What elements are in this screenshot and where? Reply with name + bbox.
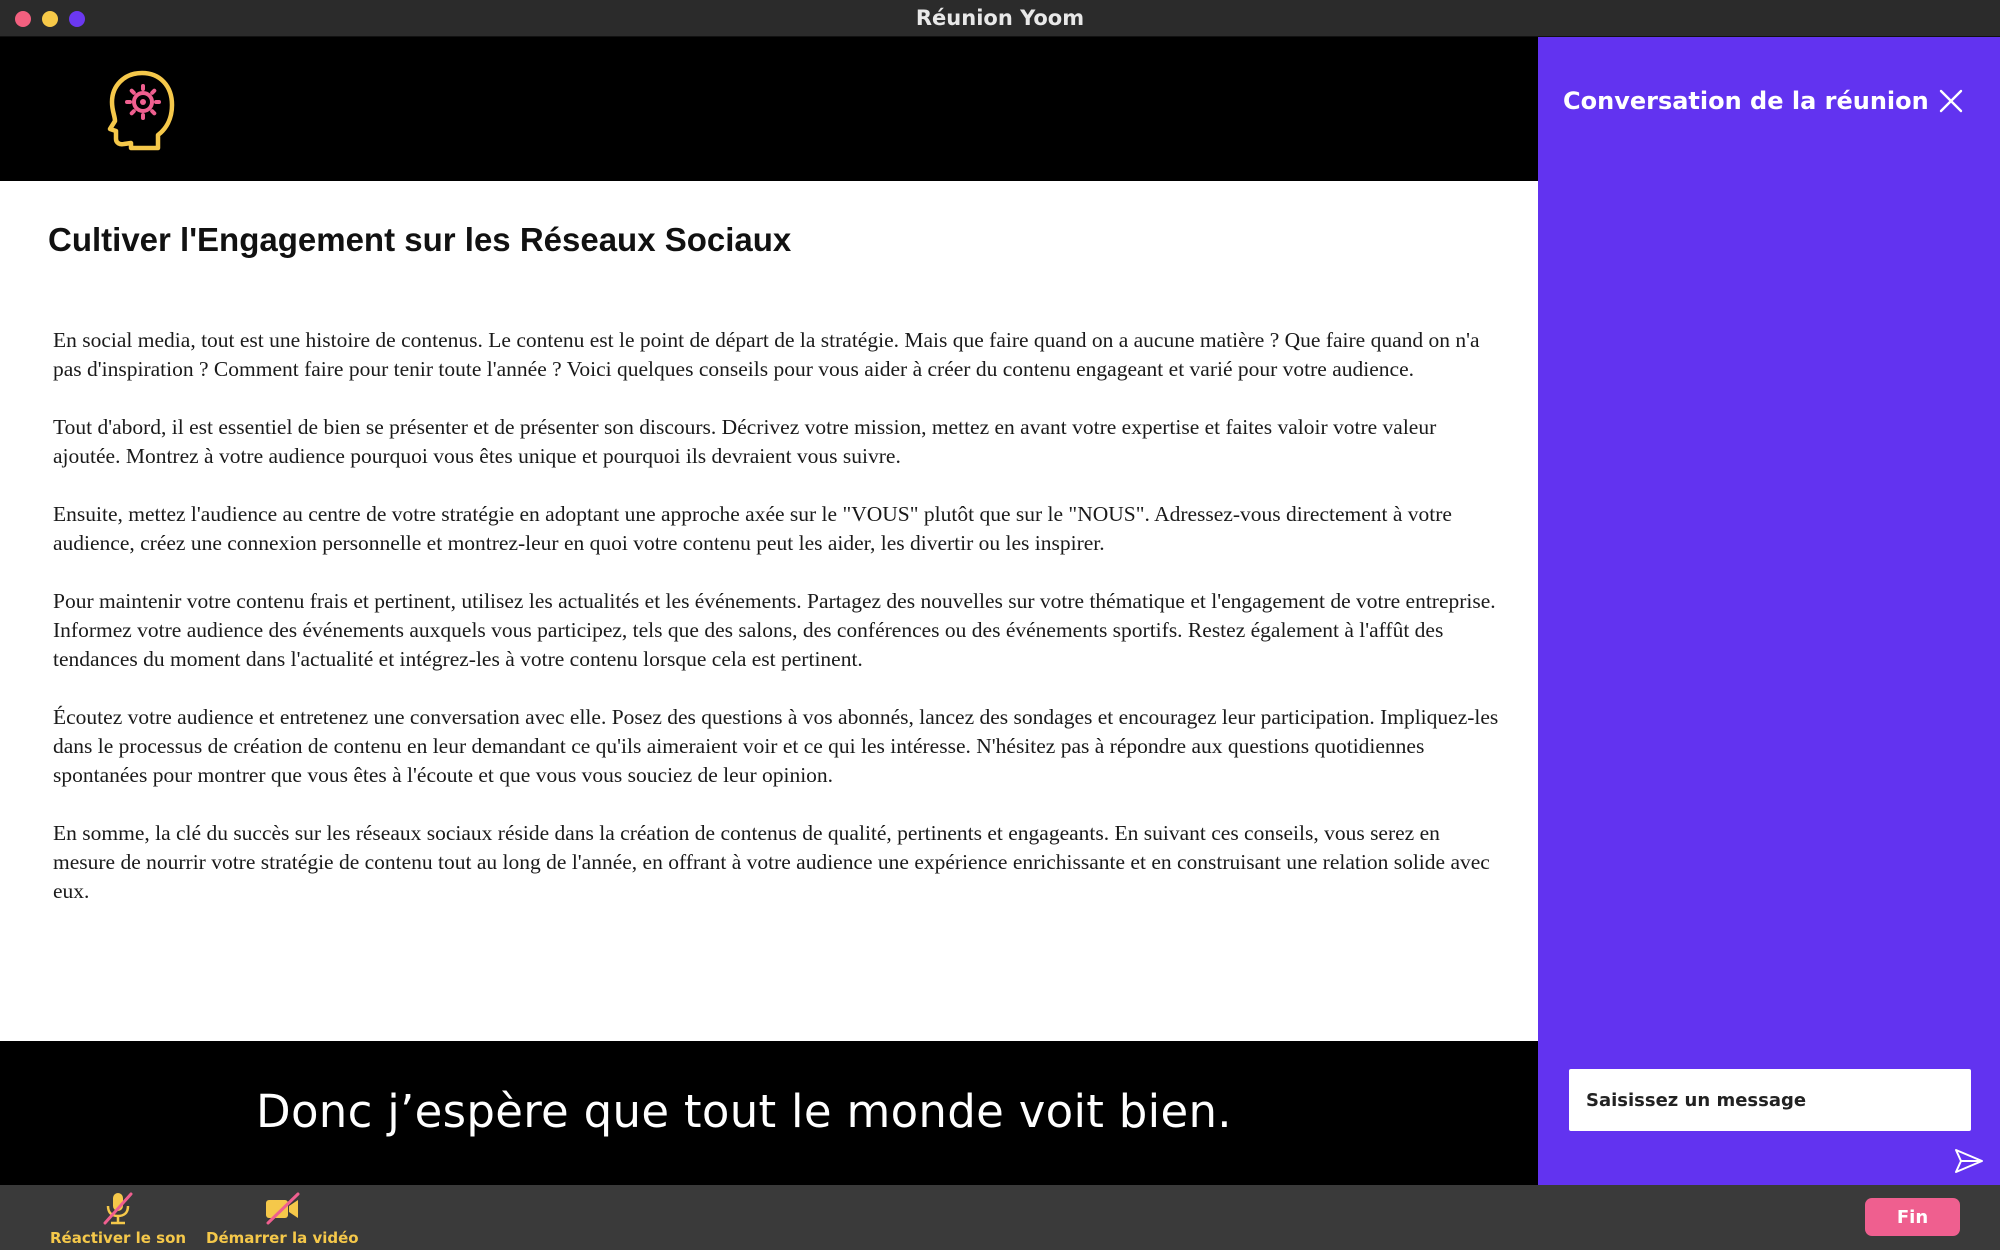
document-paragraph: Tout d'abord, il est essentiel de bien se présenter et de présenter son discours. Décrivez votre mission, mettez en avant votre expertise et faites valoir votre valeur ajoutée. Montrez à votre audience pourquoi vous êtes unique et pourquoi ils devraient vous suivre. bbox=[53, 415, 1437, 468]
start-video-label: Démarrer la vidéo bbox=[206, 1229, 359, 1247]
title-bar bbox=[0, 0, 2000, 37]
close-icon[interactable] bbox=[1938, 88, 1964, 114]
document-paragraph: Pour maintenir votre contenu frais et pertinent, utilisez les actualités et les événements. Partagez des nouvelles sur votre thématique et l'engagement de votre entreprise. Informez votre audience des événements auxquels vous participez, tels que des salons, des conférences ou des événements sportifs. Restez également à l'affût des tendances du moment dans l'actualité et intégrez-les à votre contenu lorsque cela est pertinent. bbox=[53, 589, 1496, 671]
window-title: Réunion Yoom bbox=[915, 6, 1085, 30]
microphone-muted-icon bbox=[98, 1191, 138, 1227]
caption-bar bbox=[0, 1041, 1538, 1185]
chat-title: Conversation de la réunion bbox=[1563, 87, 1929, 115]
document-paragraph: En social media, tout est une histoire de contenus. Le contenu est le point de départ de la stratégie. Mais que faire quand on a aucune matière ? Que faire quand on n'a pas d'inspiration ? Comment faire pour tenir toute l'année ? Voici quelques conseils pour vous aider à créer du contenu engageant et varié pour votre audience. bbox=[53, 328, 1480, 381]
video-off-icon bbox=[262, 1191, 302, 1227]
start-video-button[interactable] bbox=[206, 1191, 359, 1247]
unmute-label: Réactiver le son bbox=[50, 1229, 187, 1247]
minimize-window-button[interactable] bbox=[42, 11, 58, 27]
stage-header bbox=[0, 37, 1538, 181]
document-paragraph: Ensuite, mettez l'audience au centre de votre stratégie en adoptant une approche axée sur le "VOUS" plutôt que sur le "NOUS". Adressez-vous directement à votre audience, créez une connexion personnelle et montrez-leur en quoi votre contenu peut les aider, les divertir ou les inspirer. bbox=[53, 502, 1452, 555]
shared-screen bbox=[0, 37, 1538, 1185]
meeting-controls bbox=[0, 1185, 2000, 1250]
maximize-window-button[interactable] bbox=[69, 11, 85, 27]
unmute-button[interactable] bbox=[50, 1191, 186, 1247]
document-heading: Cultiver l'Engagement sur les Réseaux Sociaux bbox=[48, 221, 792, 258]
document-paragraph: Écoutez votre audience et entretenez une conversation avec elle. Posez des questions à vos abonnés, lancez des sondages et encouragez leur participation. Impliquez-les dans le processus de création de contenu en leur demandant ce qu'ils aimeraient voir et ce qui les intéresse. N'hésitez pas à répondre aux questions quotidiennes spontanées pour montrer que vous êtes à l'écoute et que vous vous souciez de leur opinion. bbox=[53, 705, 1499, 787]
send-icon[interactable] bbox=[1954, 1147, 1984, 1175]
message-input[interactable] bbox=[1569, 1069, 1971, 1131]
end-meeting-button[interactable]: Fin bbox=[1865, 1198, 1960, 1236]
head-gear-icon bbox=[106, 69, 176, 151]
window-controls bbox=[15, 11, 85, 27]
chat-panel bbox=[1538, 37, 2000, 1185]
live-caption: Donc j’espère que tout le monde voit bien. bbox=[256, 1085, 1232, 1138]
document-paragraph: En somme, la clé du succès sur les réseaux sociaux réside dans la création de contenus de qualité, pertinents et engageants. En suivant ces conseils, vous serez en mesure de nourrir votre stratégie de contenu tout au long de l'année, en offrant à votre audience une expérience enrichissante et en construisant une relation solide avec eux. bbox=[53, 821, 1490, 903]
close-window-button[interactable] bbox=[15, 11, 31, 27]
document-body bbox=[53, 326, 1503, 935]
shared-document bbox=[0, 181, 1538, 1041]
